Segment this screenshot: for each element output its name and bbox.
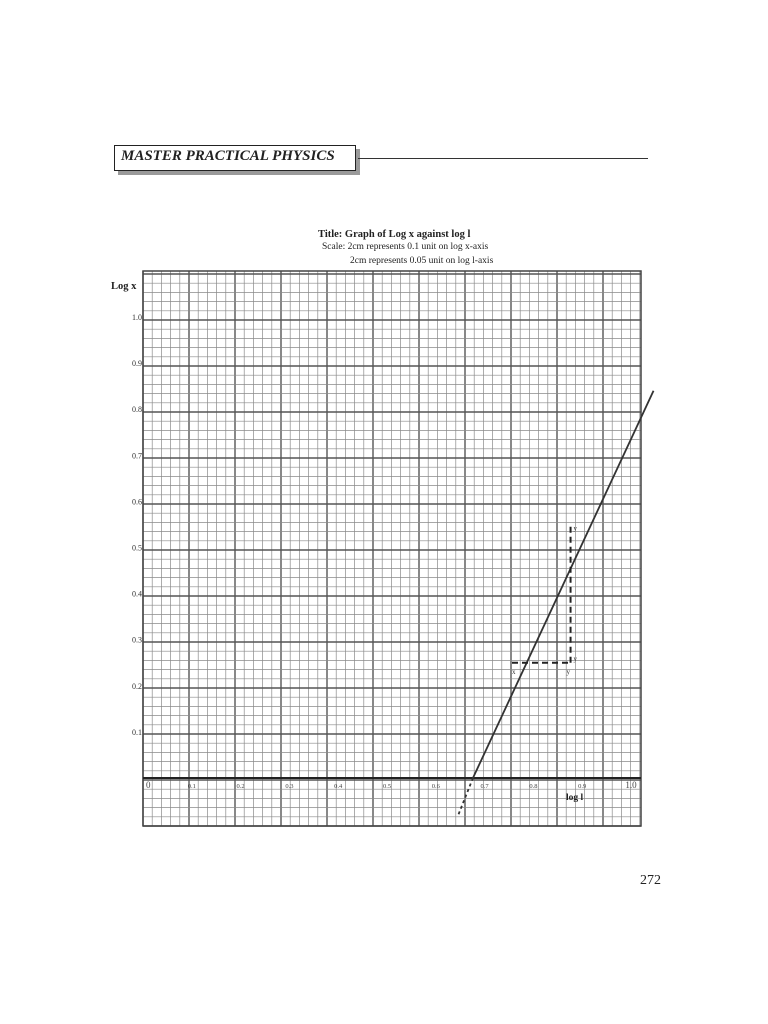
book-title: MASTER PRACTICAL PHYSICS <box>121 148 335 164</box>
y-tick-label: 0.2 <box>132 681 142 691</box>
x-tick-label: 0.3 <box>285 783 294 790</box>
x-tick-label: 0.6 <box>431 783 440 790</box>
x-tick-label: 0.7 <box>480 783 489 790</box>
y-tick-label: 0.3 <box>132 635 142 645</box>
y-tick-label: 0.4 <box>132 589 142 599</box>
y-tick-label: 0.1 <box>132 727 142 737</box>
gradient-point-label: y <box>573 654 578 663</box>
x-tick-label: 0.8 <box>529 783 538 790</box>
x-tick-label: 0.5 <box>382 783 392 790</box>
page-number: 272 <box>640 873 661 888</box>
y-tick-label: 0.9 <box>132 359 142 369</box>
x-tick-label: 0.9 <box>578 783 587 790</box>
y-tick-label: 0.8 <box>132 405 142 415</box>
graph-title: Title: Graph of Log x against log l <box>318 229 471 240</box>
gradient-point-label: y <box>566 667 571 676</box>
y-tick-label: 0.6 <box>132 497 142 507</box>
x-axis-label: log l <box>566 793 584 803</box>
y-tick-label: 1.0 <box>132 313 142 322</box>
x-tick-label: 0.2 <box>236 783 245 790</box>
scale-note-y: Scale: 2cm represents 0.1 unit on log x-axis <box>322 242 489 252</box>
y-axis-label: Log x <box>111 281 137 292</box>
y-tick-label: 0.7 <box>132 451 142 461</box>
gradient-point-label: y <box>573 524 578 533</box>
x-tick-label: 0 <box>146 780 151 790</box>
x-tick-label: 1.0 <box>625 780 637 790</box>
gradient-point-label: x <box>512 667 516 676</box>
y-tick-label: 0.5 <box>132 543 142 553</box>
x-tick-label: 0.1 <box>187 783 196 790</box>
x-tick-label: 0.4 <box>334 783 343 790</box>
scale-note-x: 2cm represents 0.05 unit on log l-axis <box>350 256 494 266</box>
